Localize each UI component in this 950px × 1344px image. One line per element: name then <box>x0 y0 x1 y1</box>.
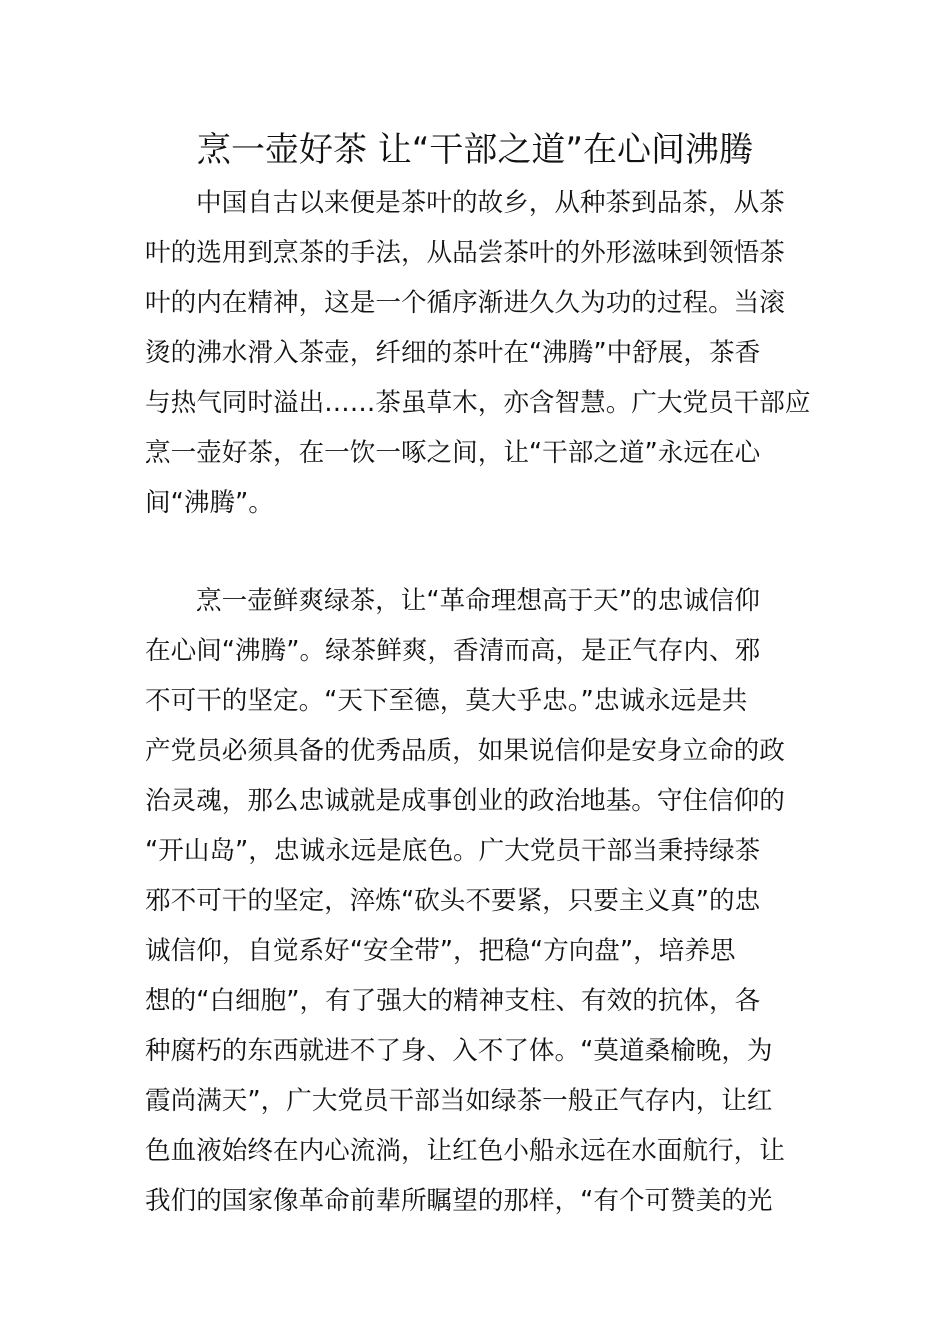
paragraph-line: 烫的沸水滑入茶壶，纤细的茶叶在“沸腾”中舒展，茶香 <box>145 338 761 368</box>
paragraph-line: 在心间“沸腾”。绿茶鲜爽，香清而高，是正气存内、邪 <box>145 636 761 666</box>
paragraph-line: 治灵魂，那么忠诚就是成事创业的政治地基。守住信仰的 <box>145 786 785 816</box>
paragraph-line: 诚信仰，自觉系好“安全带”，把稳“方向盘”，培养思 <box>145 936 736 966</box>
paragraph-line: 霞尚满天”，广大党员干部当如绿茶一般正气存内，让红 <box>145 1086 773 1116</box>
paragraph-line: “开山岛”，忠诚永远是底色。广大党员干部当秉持绿茶 <box>145 836 761 866</box>
paragraph-line: 邪不可干的坚定，淬炼“砍头不要紧，只要主义真”的忠 <box>145 886 761 916</box>
paragraph-green-tea <box>145 576 807 1226</box>
paragraph-line: 不可干的坚定。“天下至德，莫大乎忠。”忠诚永远是共 <box>145 686 748 716</box>
paragraph-line: 中国自古以来便是茶叶的故乡，从种茶到品茶，从茶 <box>196 188 785 218</box>
paragraph-line: 烹一壶好茶，在一饮一啄之间，让“干部之道”永远在心 <box>145 438 761 468</box>
paragraph-line: 我们的国家像革命前辈所瞩望的那样，“有个可赞美的光 <box>145 1186 773 1216</box>
paragraph-line: 间“沸腾”。 <box>145 488 274 518</box>
paragraph-line: 种腐朽的东西就进不了身、入不了体。“莫道桑榆晚，为 <box>145 1036 773 1066</box>
paragraph-line: 烹一壶鲜爽绿茶，让“革命理想高于天”的忠诚信仰 <box>196 586 760 616</box>
paragraph-line: 叶的选用到烹茶的手法，从品尝茶叶的外形滋味到领悟茶 <box>145 238 785 268</box>
paragraph-line: 叶的内在精神，这是一个循序渐进久久为功的过程。当滚 <box>145 288 785 318</box>
paragraph-line: 色血液始终在内心流淌，让红色小船永远在水面航行，让 <box>145 1136 785 1166</box>
paragraph-line: 想的“白细胞”，有了强大的精神支柱、有效的抗体，各 <box>145 986 761 1016</box>
page-title: 烹一壶好茶 让“干部之道”在心间沸腾 <box>196 130 754 170</box>
paragraph-line: 产党员必须具备的优秀品质，如果说信仰是安身立命的政 <box>145 736 785 766</box>
paragraph-intro <box>145 178 811 528</box>
paragraph-line: 与热气同时溢出……茶虽草木，亦含智慧。广大党员干部应 <box>145 388 811 418</box>
